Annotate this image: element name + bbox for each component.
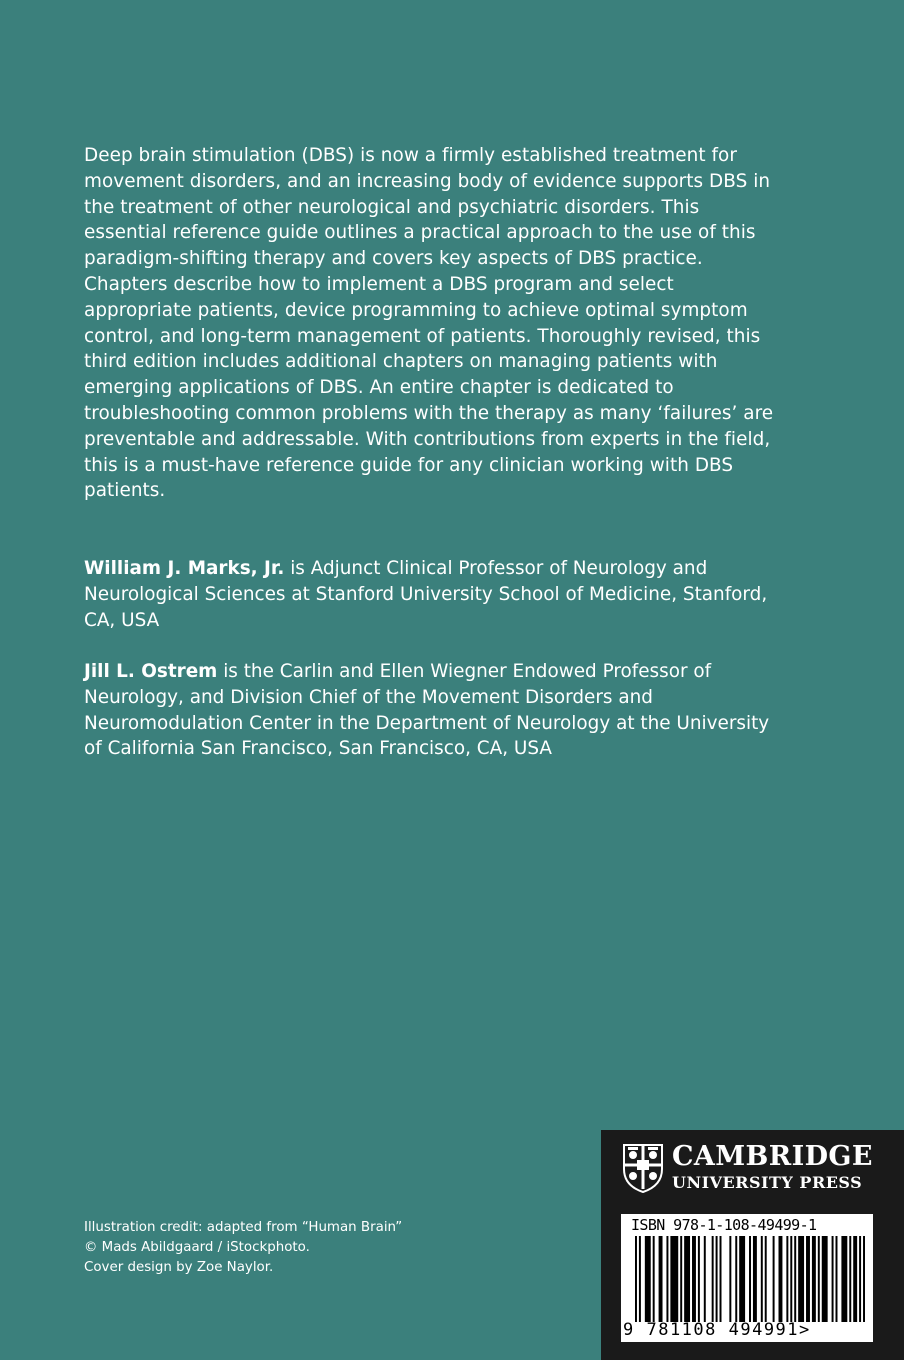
barcode-bar (659, 1236, 663, 1322)
barcode-bar (822, 1236, 828, 1322)
illustration-credit: Illustration credit: adapted from “Human Brain” (84, 1220, 403, 1235)
barcode-bar (645, 1236, 651, 1322)
barcode-bar (712, 1236, 714, 1322)
barcode-bar (666, 1236, 668, 1322)
barcode-bar (818, 1236, 820, 1322)
author-bio-text-2: is the Carlin and Ellen Wiegner Endowed Professor of Neurology, and Division Chief of the Movement Disorders and Neuromodulation Center in the Department of Neurology at the University of California San Francisco, San Francisco, CA, USA (84, 661, 770, 760)
barcode-bar (739, 1236, 745, 1322)
barcode-bar (680, 1236, 682, 1322)
publisher-name: CAMBRIDGE (672, 1141, 873, 1172)
barcode-bar (863, 1236, 865, 1322)
barcode-bar (841, 1236, 847, 1322)
barcode-bar (790, 1236, 792, 1322)
barcode-bar (761, 1236, 763, 1322)
barcode-number: 9 781108 494991 (623, 1320, 800, 1340)
barcode-bar (849, 1236, 851, 1322)
publisher-subname: UNIVERSITY PRESS (672, 1173, 863, 1192)
barcode-bar (684, 1236, 690, 1322)
barcode-bar (853, 1236, 857, 1322)
cambridge-crest-icon (622, 1143, 664, 1193)
author-name-1: William J. Marks, Jr. (84, 558, 285, 579)
barcode-bar (670, 1236, 678, 1322)
barcode-bar (729, 1236, 731, 1322)
barcode-bar (812, 1236, 816, 1322)
barcode-bars (635, 1236, 865, 1322)
barcode-bar (773, 1236, 775, 1322)
barcode-bar (859, 1236, 861, 1322)
book-description (84, 143, 774, 504)
author-bio-2 (84, 659, 774, 762)
barcode-bar (698, 1236, 700, 1322)
barcode-bar (653, 1236, 655, 1322)
barcode-bar (639, 1236, 641, 1322)
barcode-bar (716, 1236, 718, 1322)
author-name-2: Jill L. Ostrem (84, 661, 218, 682)
barcode-bar (753, 1236, 757, 1322)
copyright-credit: © Mads Abildgaard / iStockphoto. (84, 1240, 310, 1255)
barcode-bar (720, 1236, 722, 1322)
barcode-bar (786, 1236, 788, 1322)
barcode-bar (735, 1236, 737, 1322)
barcode-bar (704, 1236, 706, 1322)
isbn-label: ISBN 978-1-108-49499-1 (631, 1216, 817, 1234)
barcode-bar (749, 1236, 751, 1322)
barcode-bar (692, 1236, 696, 1322)
barcode-bar (635, 1236, 637, 1322)
author-bio-text-1: is Adjunct Clinical Professor of Neurology and Neurological Sciences at Stanford University School of Medicine, Stanford, CA, USA (84, 558, 768, 631)
barcode-bar (794, 1236, 796, 1322)
barcode-digits (623, 1320, 811, 1340)
cover-credits (84, 1218, 504, 1278)
isbn-barcode (621, 1214, 873, 1342)
barcode-bar (798, 1236, 804, 1322)
barcode-bar (836, 1236, 838, 1322)
description-text: Deep brain stimulation (DBS) is now a firmly established treatment for movement disorders, and an increasing body of evidence supports DBS in the treatment of other neurological and psychiatric disorders. This essential reference guide outlines a practical approach to the use of this paradigm-shifting therapy and covers key aspects of DBS practice. Chapters describe how to implement a DBS program and select appropriate patients, device programming to achieve optimal symptom control, and long-term management of patients. Thoroughly revised, this third edition includes additional chapters on managing patients with emerging applications of DBS. An entire chapter is dedicated to troubleshooting common problems with the therapy as many ‘failures’ are preventable and addressable. With contributions from experts in the field, this is a must-have reference guide for any clinician working with DBS patients. (84, 145, 774, 502)
barcode-bar (806, 1236, 810, 1322)
barcode-bar (832, 1236, 834, 1322)
design-credit: Cover design by Zoe Naylor. (84, 1260, 274, 1275)
barcode-bar (779, 1236, 783, 1322)
publisher-panel (601, 1130, 904, 1360)
author-bio-1 (84, 556, 774, 633)
barcode-bar (765, 1236, 767, 1322)
barcode-end-mark: > (799, 1320, 811, 1340)
